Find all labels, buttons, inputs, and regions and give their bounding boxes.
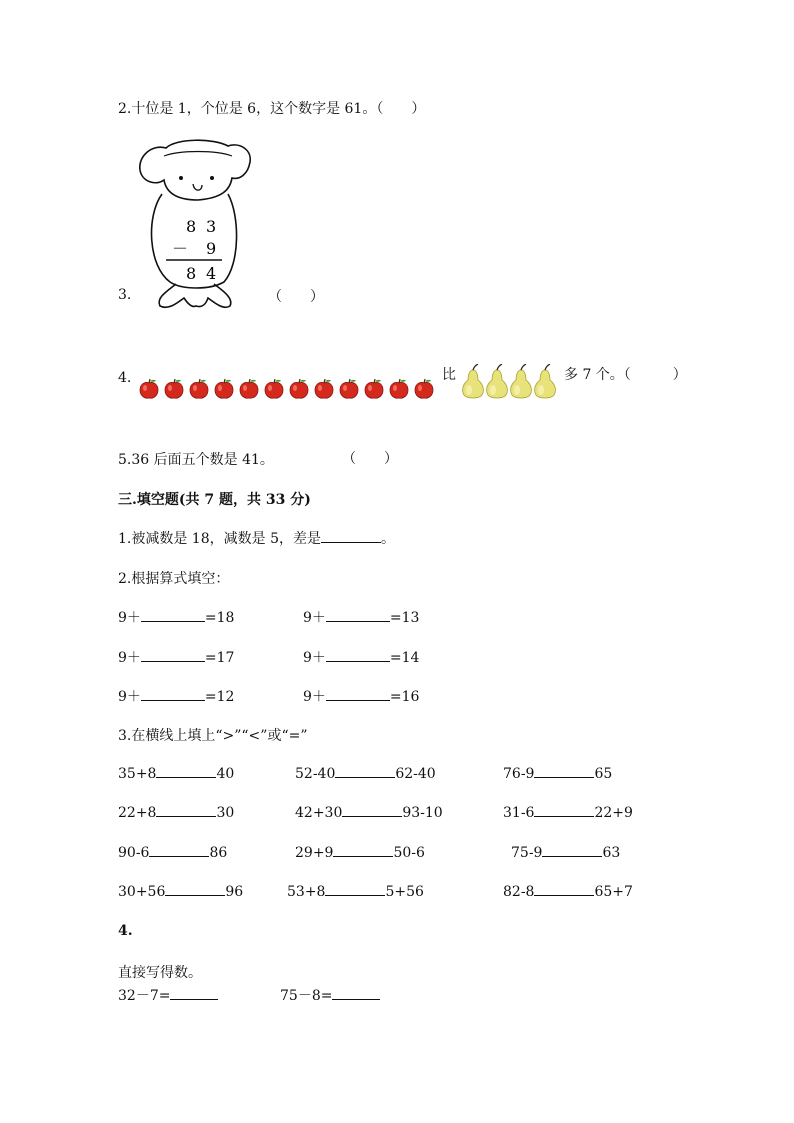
fill-3-title: 3.在横线上填上“>”“<”或“=” — [118, 728, 308, 744]
apple-icon — [388, 378, 410, 400]
compare-item: 31-6 22+9 — [503, 805, 633, 821]
apple-icon — [413, 378, 435, 400]
answer-blank[interactable] — [335, 765, 395, 778]
question-5: 5.36 后面五个数是 41。 — [118, 452, 274, 468]
apple-icon — [238, 378, 260, 400]
fill-2-title: 2.根据算式填空： — [118, 571, 230, 587]
answer-blank[interactable] — [325, 883, 385, 896]
calc-result-ones: 4 — [206, 264, 217, 283]
apple-icon — [338, 378, 360, 400]
pear-icon — [460, 364, 486, 400]
question-5-paren: （ ） — [342, 451, 398, 467]
mental-math-item: 32－7= — [118, 985, 218, 1005]
question-4-number: 4. — [118, 370, 132, 386]
answer-blank[interactable] — [170, 987, 218, 1000]
fill-2-row-1a: 9＋ =18 — [118, 610, 235, 626]
calc-top-tens: 8 — [186, 217, 197, 236]
question-4-tail: 多 7 个。（ ） — [564, 367, 687, 383]
cartoon-figure — [136, 136, 256, 318]
compare-item: 22+8 30 — [118, 805, 235, 821]
calc-top-ones: 3 — [206, 217, 217, 236]
answer-blank[interactable] — [534, 804, 594, 817]
apple-icon — [188, 378, 210, 400]
compare-word: 比 — [442, 367, 456, 383]
section-title: 三.填空题(共 7 题，共 33 分) — [118, 492, 311, 508]
compare-item: 52-40 62-40 — [295, 766, 436, 782]
pear-icon — [532, 364, 558, 400]
compare-item: 90-6 86 — [118, 845, 228, 861]
answer-blank[interactable] — [534, 883, 594, 896]
question-2: 2.十位是 1，个位是 6，这个数字是 61。（ ） — [118, 101, 426, 117]
compare-item: 35+8 40 — [118, 766, 235, 782]
calc-subtrahend: 9 — [206, 239, 217, 258]
answer-blank[interactable] — [156, 765, 216, 778]
apple-icon — [138, 378, 160, 400]
mental-math-item: 75－8= — [280, 985, 380, 1005]
calc-operator: － — [172, 239, 189, 258]
fill-1-text: 1.被减数是 18，减数是 5，差是 — [118, 531, 321, 547]
fruit-row — [138, 364, 687, 400]
fill-1 — [118, 528, 395, 548]
answer-blank[interactable] — [342, 804, 402, 817]
fill-2-row-3a: 9＋ =12 — [118, 689, 235, 705]
question-3-number: 3. — [118, 287, 132, 303]
compare-item: 42+30 93-10 — [295, 805, 443, 821]
answer-blank[interactable] — [326, 688, 390, 701]
apple-icon — [263, 378, 285, 400]
answer-blank[interactable] — [326, 649, 390, 662]
answer-blank[interactable] — [333, 844, 393, 857]
fill-2-row-2a: 9＋ =17 — [118, 650, 235, 666]
answer-blank[interactable] — [141, 609, 205, 622]
compare-item: 30+56 96 — [118, 884, 244, 900]
answer-blank[interactable] — [534, 765, 594, 778]
compare-item: 29+9 50-6 — [295, 845, 425, 861]
apple-group — [138, 378, 438, 400]
apple-icon — [213, 378, 235, 400]
fill-2-row-1b: 9＋ =13 — [303, 610, 420, 626]
compare-item: 75-9 63 — [511, 845, 621, 861]
calc-result-tens: 8 — [186, 264, 197, 283]
pear-icon — [484, 364, 510, 400]
fill-4-title: 直接写得数。 — [118, 965, 202, 981]
apple-icon — [288, 378, 310, 400]
apple-icon — [363, 378, 385, 400]
question-3-paren: （ ） — [268, 289, 324, 305]
answer-blank[interactable] — [326, 609, 390, 622]
answer-blank[interactable] — [141, 688, 205, 701]
pear-icon — [508, 364, 534, 400]
answer-blank[interactable] — [141, 649, 205, 662]
fill-2-row-3b: 9＋ =16 — [303, 689, 420, 705]
fill-2-row-2b: 9＋ =14 — [303, 650, 420, 666]
answer-blank[interactable] — [321, 530, 381, 543]
apple-icon — [163, 378, 185, 400]
fill-4-number: 4. — [118, 923, 133, 939]
answer-blank[interactable] — [165, 883, 225, 896]
compare-item: 76-9 65 — [503, 766, 613, 782]
pear-group — [460, 364, 556, 400]
answer-blank[interactable] — [149, 844, 209, 857]
answer-blank[interactable] — [332, 987, 380, 1000]
compare-item: 82-8 65+7 — [503, 884, 633, 900]
answer-blank[interactable] — [542, 844, 602, 857]
compare-item: 53+8 5+56 — [287, 884, 424, 900]
apple-icon — [313, 378, 335, 400]
answer-blank[interactable] — [156, 804, 216, 817]
fill-1-end: 。 — [380, 531, 395, 547]
